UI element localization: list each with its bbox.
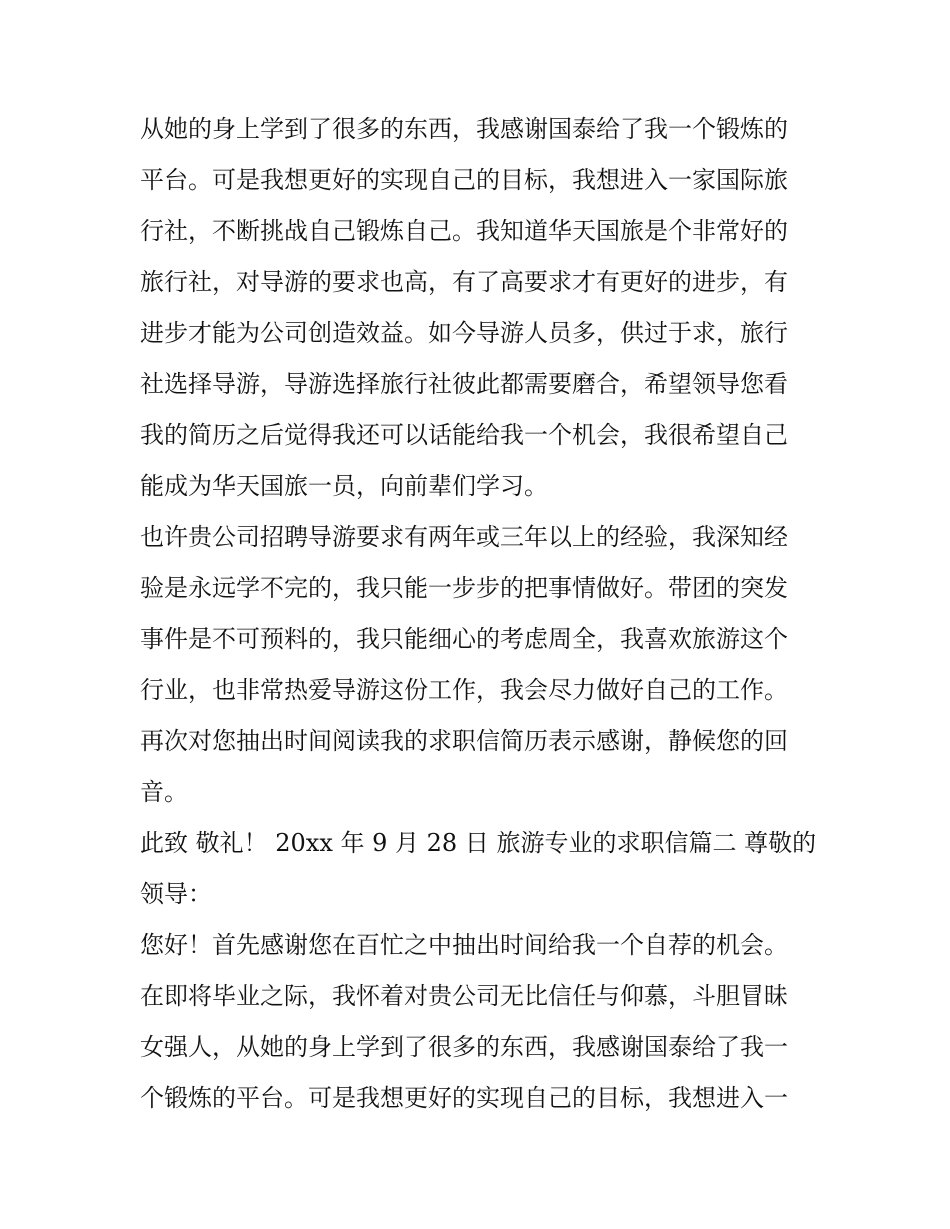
text-line: 再次对您抽出时间阅读我的求职信简历表示感谢，静候您的回 <box>140 727 788 755</box>
text-line: 从她的身上学到了很多的东西，我感谢国泰给了我一个锻炼的 <box>140 115 788 143</box>
document-page <box>140 104 820 1124</box>
text-line: 行社，不断挑战自己锻炼自己。我知道华天国旅是个非常好的 <box>140 217 788 245</box>
text-line: 此致 敬礼！ 20xx 年 9 月 28 日 旅游专业的求职信篇二 尊敬的 <box>140 829 817 857</box>
text-line: 旅行社，对导游的要求也高，有了高要求才有更好的进步，有 <box>140 268 788 296</box>
text-line: 进步才能为公司创造效益。如今导游人员多，供过于求，旅行 <box>140 319 788 347</box>
text-line: 验是永远学不完的，我只能一步步的把事情做好。带团的突发 <box>140 574 788 602</box>
text-line: 社选择导游，导游选择旅行社彼此都需要磨合，希望领导您看 <box>140 370 788 398</box>
text-line: 也许贵公司招聘导游要求有两年或三年以上的经验，我深知经 <box>140 523 788 551</box>
text-line: 平台。可是我想更好的实现自己的目标，我想进入一家国际旅 <box>140 166 788 194</box>
text-line: 女强人，从她的身上学到了很多的东西，我感谢国泰给了我一 <box>140 1033 788 1061</box>
text-line: 事件是不可预料的，我只能细心的考虑周全，我喜欢旅游这个 <box>140 625 788 653</box>
text-line: 领导： <box>140 880 212 908</box>
text-line: 行业，也非常热爱导游这份工作，我会尽力做好自己的工作。 <box>140 676 788 704</box>
text-line: 在即将毕业之际，我怀着对贵公司无比信任与仰慕，斗胆冒昧 <box>140 982 788 1010</box>
text-line: 音。 <box>140 778 188 806</box>
text-line: 能成为华天国旅一员，向前辈们学习。 <box>140 472 548 500</box>
text-line: 我的简历之后觉得我还可以话能给我一个机会，我很希望自己 <box>140 421 788 449</box>
text-line: 您好！首先感谢您在百忙之中抽出时间给我一个自荐的机会。 <box>140 931 788 959</box>
text-line: 个锻炼的平台。可是我想更好的实现自己的目标，我想进入一 <box>140 1084 788 1112</box>
